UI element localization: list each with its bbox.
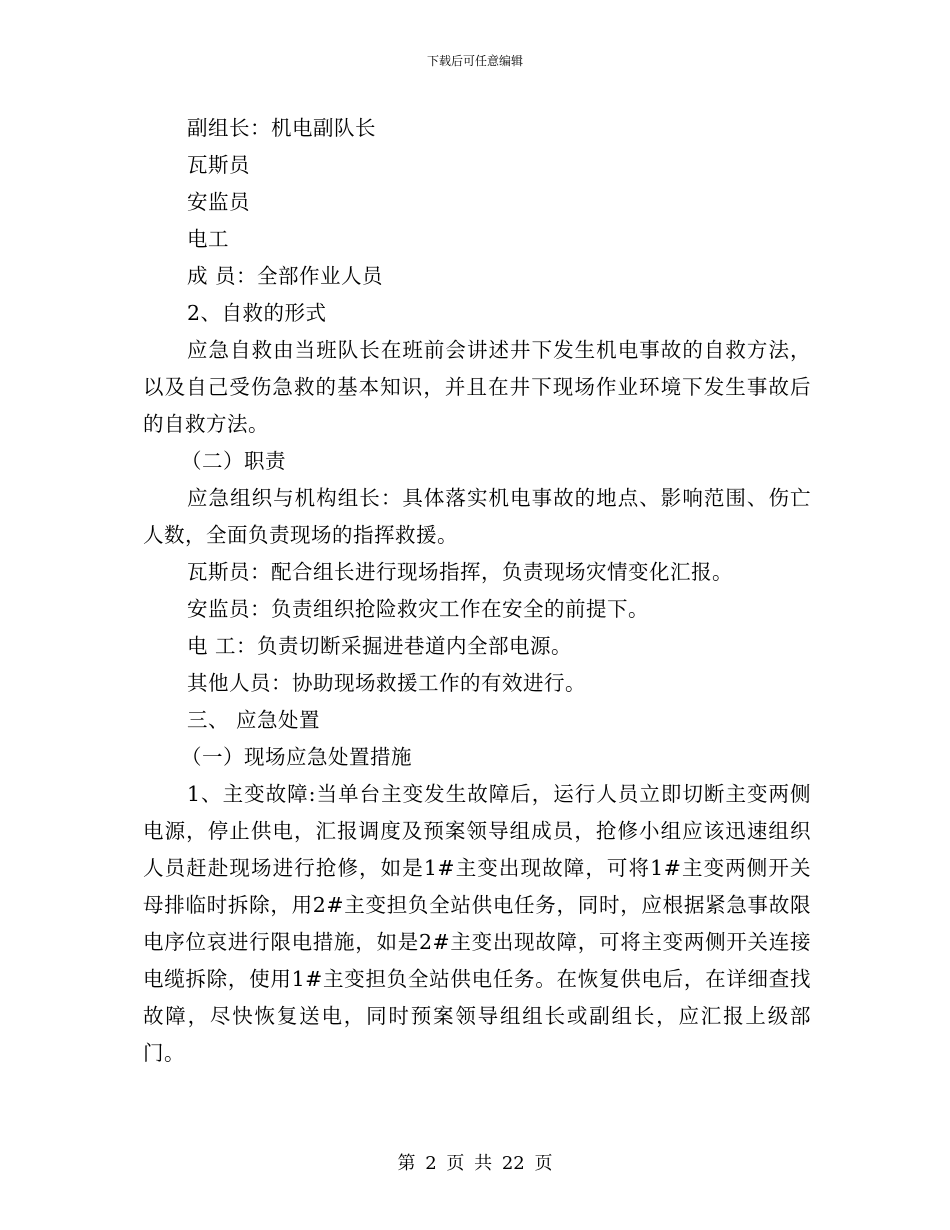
section-heading-emergency: 三、 应急处置 <box>187 708 321 732</box>
paragraph-duty-gas: 瓦斯员：配合组长进行现场指挥，负责现场灾情变化汇报。 <box>187 560 733 584</box>
paragraph-duty-others: 其他人员：协助现场救援工作的有效进行。 <box>187 671 586 695</box>
paragraph-self-rescue: 应急自救由当班队长在班前会讲述井下发生机电事故的自救方法，以及自己受伤急救的基本知识，并且在井下现场作业环境下发生事故后的自救方法。 <box>143 338 811 436</box>
paragraph-duty-leader: 应急组织与机构组长：具体落实机电事故的地点、影响范围、伤亡人数，全面负责现场的指挥救援。 <box>143 486 811 547</box>
paragraph-transformer-fault: 1、主变故障:当单台主变发生故障后，运行人员立即切断主变两侧电源，停止供电，汇报调度及预案领导组成员，抢修小组应该迅速组织人员赶赴现场进行抢修，如是1#主变出现故障，可将1#主变两侧开关母排临时拆除，用2#主变担负全站供电任务，同时，应根据紧急事故限电序位哀进行限电措施，如是2#主变出现故障，可将主变两侧开关连接电缆拆除，使用1#主变担负全站供电任务。在恢复供电后，在详细查找故障，尽快恢复送电，同时预案领导组组长或副组长，应汇报上级部门。 <box>143 782 811 1065</box>
page-number: 第 2 页 共 22 页 <box>397 1153 553 1174</box>
paragraph-members: 成 员：全部作业人员 <box>187 264 384 288</box>
paragraph-duty-safety: 安监员：负责组织抢险救灾工作在安全的前提下。 <box>187 597 649 621</box>
section-heading-self-rescue: 2、自救的形式 <box>187 301 327 325</box>
page-header: 下载后可任意编辑 <box>426 54 523 68</box>
paragraph-safety-inspector: 安监员 <box>187 190 250 214</box>
paragraph-gas-inspector: 瓦斯员 <box>187 153 250 177</box>
paragraph-deputy-leader: 副组长：机电副队长 <box>187 116 376 140</box>
paragraph-duty-electrician: 电 工：负责切断采掘进巷道内全部电源。 <box>187 634 573 658</box>
document-body <box>143 110 811 1072</box>
paragraph-electrician: 电工 <box>187 227 229 251</box>
section-heading-duties: （二）职责 <box>181 449 286 473</box>
section-heading-measures: （一）现场应急处置措施 <box>181 745 412 769</box>
